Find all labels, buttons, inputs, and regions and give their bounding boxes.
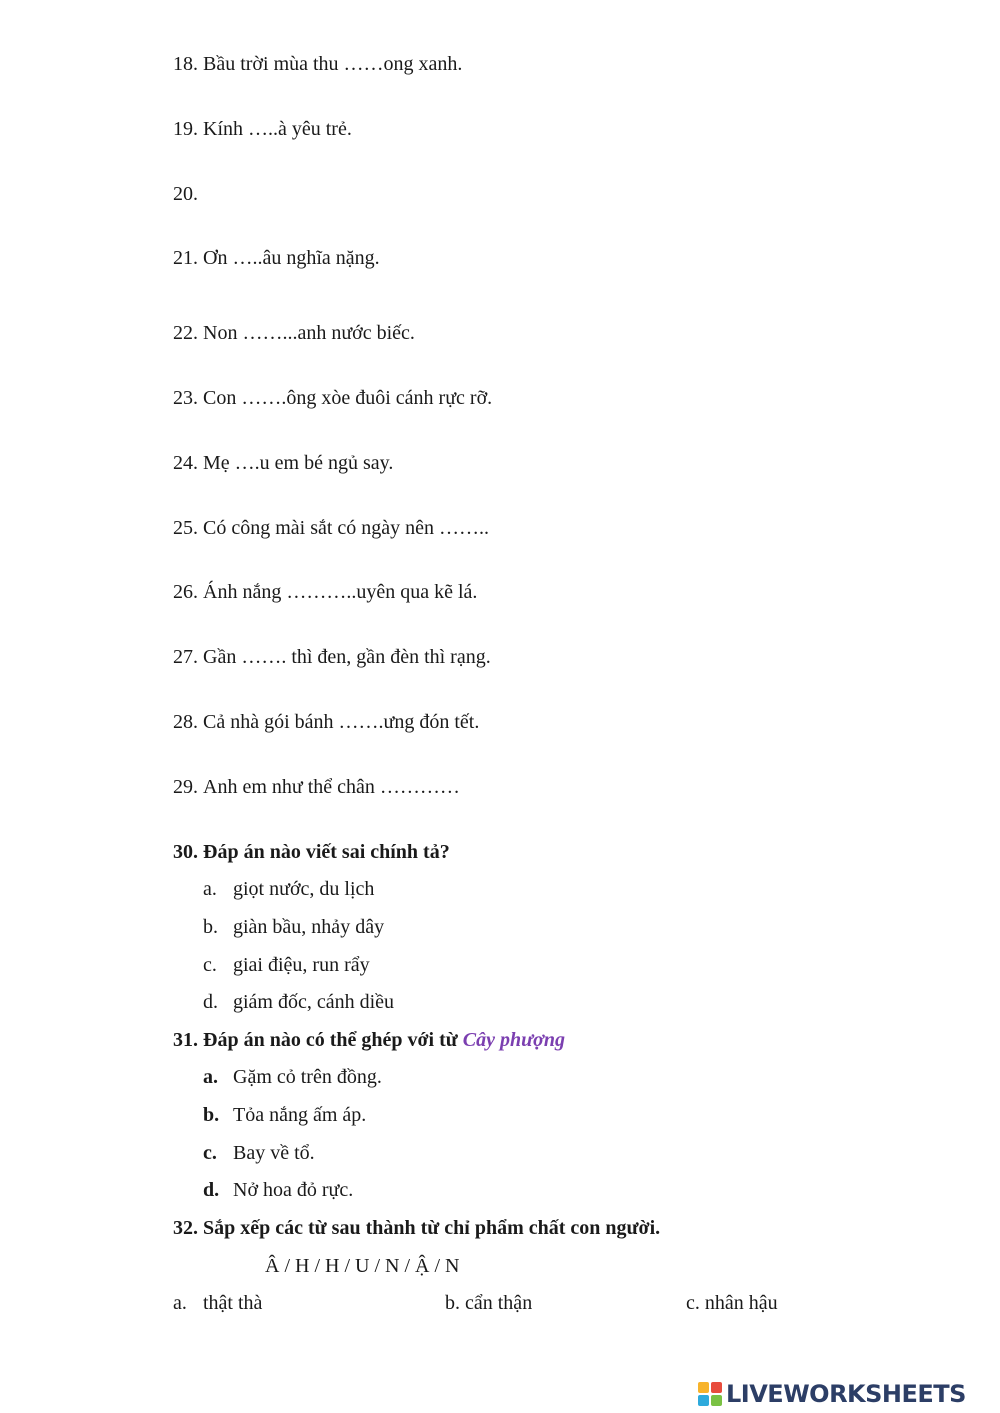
question-number: 28. (173, 711, 198, 733)
liveworksheets-logo (698, 1380, 966, 1408)
option-letter: d. (203, 1179, 220, 1201)
question-number: 21. (173, 247, 198, 269)
option-text: Nở hoa đỏ rực. (233, 1179, 354, 1201)
answer-32-c[interactable]: c. nhân hậu (686, 1292, 778, 1314)
question-number: 26. (173, 581, 198, 603)
question-30 (173, 840, 450, 864)
question-text: Ánh nắng ………..uyên qua kẽ lá. (203, 581, 478, 603)
option-letter: c. (203, 1142, 217, 1164)
option-text: Bay về tổ. (233, 1142, 315, 1164)
option-30-b[interactable] (203, 915, 384, 939)
question-number: 19. (173, 118, 198, 140)
question-25 (173, 516, 489, 540)
question-text: Con …….ông xòe đuôi cánh rực rỡ. (203, 387, 493, 409)
option-letter: a. (173, 1292, 187, 1314)
question-text: Đáp án nào có thể ghép với từ (203, 1029, 463, 1051)
option-30-c[interactable] (203, 953, 370, 977)
question-number: 23. (173, 387, 198, 409)
question-32 (173, 1216, 660, 1240)
question-22 (173, 321, 415, 345)
answer-32-a[interactable] (173, 1291, 262, 1315)
question-number: 29. (173, 776, 198, 798)
option-31-c[interactable] (203, 1141, 315, 1165)
question-text: Kính …..à yêu trẻ. (203, 118, 352, 140)
option-letter: a. (203, 878, 217, 900)
question-text: Non ……...anh nước biếc. (203, 322, 415, 344)
question-number: 22. (173, 322, 198, 344)
question-31 (173, 1028, 565, 1052)
option-30-a[interactable] (203, 877, 374, 901)
question-text: Ơn …..âu nghĩa nặng. (203, 247, 380, 269)
question-text: Mẹ ….u em bé ngủ say. (203, 452, 394, 474)
option-30-d[interactable] (203, 990, 394, 1014)
question-text: Gần ……. thì đen, gần đèn thì rạng. (203, 646, 491, 668)
question-18 (173, 52, 462, 76)
option-letter: b. (203, 1104, 220, 1126)
option-31-b[interactable] (203, 1103, 366, 1127)
option-letter: b. (203, 916, 218, 938)
question-text: Anh em như thể chân ………… (203, 776, 460, 798)
logo-text: LIVEWORKSHEETS (726, 1380, 966, 1408)
question-number: 30. (173, 841, 198, 863)
logo-square (698, 1395, 709, 1406)
option-text: giám đốc, cánh diều (233, 991, 395, 1013)
option-text: Tỏa nắng ấm áp. (233, 1104, 367, 1126)
option-text: giọt nước, du lịch (233, 878, 375, 900)
answer-32-b[interactable]: b. cẩn thận (445, 1292, 533, 1314)
logo-square (698, 1382, 709, 1393)
option-text: Gặm cỏ trên đồng. (233, 1066, 382, 1088)
logo-square (711, 1395, 722, 1406)
question-26 (173, 580, 477, 604)
question-number: 25. (173, 517, 198, 539)
logo-square (711, 1382, 722, 1393)
question-number: 32. (173, 1217, 198, 1239)
question-number: 27. (173, 646, 198, 668)
option-letter: a. (203, 1066, 218, 1088)
option-letter: c. (203, 954, 217, 976)
question-28 (173, 710, 479, 734)
option-31-d[interactable] (203, 1178, 353, 1202)
option-text: giai điệu, run rẩy (233, 954, 370, 976)
option-text: thật thà (203, 1292, 263, 1314)
question-21 (173, 246, 380, 270)
question-20 (173, 182, 203, 206)
question-number: 18. (173, 53, 198, 75)
question-text: Có công mài sắt có ngày nên …….. (203, 517, 490, 539)
question-29 (173, 775, 460, 799)
logo-mark-icon (698, 1382, 722, 1406)
question-number: 24. (173, 452, 198, 474)
question-19 (173, 117, 352, 141)
question-text: Sắp xếp các từ sau thành từ chỉ phẩm chất con người. (203, 1217, 661, 1239)
question-27 (173, 645, 491, 669)
question-number: 20. (173, 183, 198, 205)
question-text: Bầu trời mùa thu ……ong xanh. (203, 53, 463, 75)
scrambled-letters: Â / H / H / U / N / Ậ / N (265, 1255, 460, 1277)
option-31-a[interactable] (203, 1065, 382, 1089)
question-number: 31. (173, 1029, 198, 1051)
option-text: giàn bầu, nhảy dây (233, 916, 385, 938)
question-23 (173, 386, 492, 410)
question-24 (173, 451, 393, 475)
question-text: Đáp án nào viết sai chính tả? (203, 841, 450, 863)
highlighted-word: Cây phượng (462, 1029, 565, 1051)
question-text: Cả nhà gói bánh …….ưng đón tết. (203, 711, 480, 733)
option-letter: d. (203, 991, 218, 1013)
